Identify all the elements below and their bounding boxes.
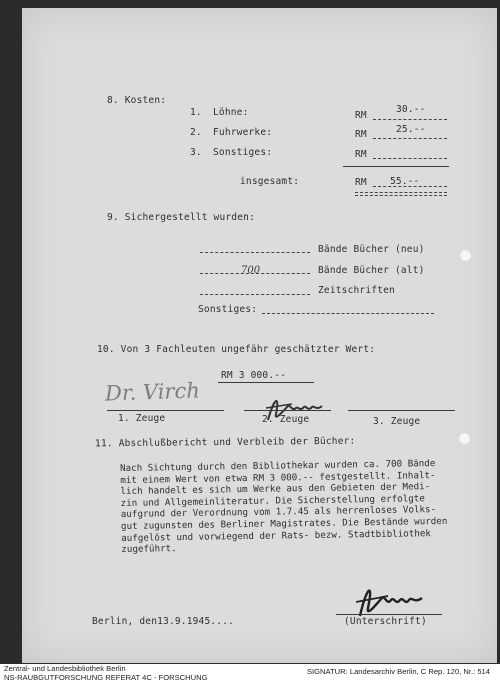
footer-left <box>4 664 208 682</box>
cost-total-label: insgesamt: <box>240 176 300 187</box>
cost-item-1-value: 30.-- <box>396 104 426 115</box>
document-page <box>22 8 497 663</box>
secured-row-1-dots <box>200 252 310 253</box>
final-report-paragraph <box>120 457 476 555</box>
secured-row-3-label: Zeitschriften <box>318 285 395 296</box>
estimated-value-rule <box>218 382 314 383</box>
report-line: aufgelöst und vorwiegend der Rats- bezw. Stadtbibliothek <box>121 527 431 544</box>
cost-item-2-currency: RM <box>355 129 367 140</box>
archive-footer <box>0 664 500 689</box>
secured-row-3-dots <box>200 294 310 295</box>
place-and-date: Berlin, den13.9.1945.... <box>92 616 235 627</box>
report-line: zin und Allgemeinliteratur. Die Sicherstellung erfolgte <box>120 492 425 509</box>
section-8-heading: 8. Kosten: <box>107 95 167 106</box>
section-10-heading: 10. Von 3 Fachleuten ungefähr geschätzter Wert: <box>97 344 376 355</box>
report-line: zugeführt. <box>121 543 177 556</box>
witness-1-signature: Dr. Virch <box>104 378 201 406</box>
report-line: mit einem Wert von etwa RM 3 000.-- festgestellt. Inhalt- <box>120 469 436 486</box>
report-line: Nach Sichtung durch den Bibliothekar wurden ca. 700 Bände <box>120 458 436 474</box>
cost-item-2-number: 2. <box>190 127 202 138</box>
cost-total-double-rule <box>355 192 447 193</box>
witness-1-label: 1. Zeuge <box>118 413 166 424</box>
cost-total-value: 55.-- <box>390 176 420 187</box>
footer-library-name: Zentral- und Landesbibliothek Berlin <box>4 664 126 673</box>
report-line: gut zugunsten des Berliner Magistrates. Die Bestände wurden <box>120 515 448 532</box>
cost-item-2-dots <box>373 138 447 139</box>
cost-sum-rule <box>343 166 449 167</box>
footer-archive-signature: SIGNATUR: Landesarchiv Berlin, C Rep. 120, Nr.: 514 <box>306 667 490 676</box>
witness-2-rule <box>244 410 331 411</box>
witness-2-label: 2. Zeuge <box>262 414 310 425</box>
secured-other-label: Sonstiges: <box>198 304 258 315</box>
cost-item-1-label: Löhne: <box>213 107 249 118</box>
cost-total-double-rule-2 <box>355 195 447 196</box>
section-11-heading: 11. Abschlußbericht und Verbleib der Bücher: <box>94 435 356 450</box>
cost-item-2-value: 25.-- <box>396 124 426 135</box>
main-signature-rule <box>336 614 442 615</box>
punch-hole-bottom <box>458 432 471 445</box>
cost-item-1-currency: RM <box>355 110 367 121</box>
footer-department: NS-RAUBGUTFORSCHUNG REFERAT 4C - FORSCHUNG <box>4 673 208 682</box>
cost-item-3-label: Sonstiges: <box>213 147 273 158</box>
witness-1-rule <box>107 410 224 411</box>
report-line: lich handelt es sich um Werke aus den Gebieten der Medi- <box>120 481 431 498</box>
secured-row-2-value: 700 <box>241 265 261 276</box>
secured-row-1-label: Bände Bücher (neu) <box>318 244 425 255</box>
cost-item-1-number: 1. <box>190 107 202 118</box>
cost-item-3-currency: RM <box>355 149 367 160</box>
cost-item-1-dots <box>373 119 447 120</box>
cost-item-2-label: Fuhrwerke: <box>213 127 273 138</box>
estimated-value: RM 3 000.-- <box>221 370 287 381</box>
secured-other-dots <box>262 313 434 314</box>
witness-3-rule <box>348 410 455 411</box>
section-9-heading: 9. Sichergestellt wurden: <box>107 212 255 223</box>
report-line: aufgrund der Verordnung vom 1.7.45 als herrenloses Volks- <box>120 504 437 521</box>
cost-item-3-dots <box>373 158 447 159</box>
cost-item-3-number: 3. <box>190 147 202 158</box>
signature-label: (Unterschrift) <box>344 616 427 627</box>
punch-hole-top <box>459 249 472 262</box>
witness-3-label: 3. Zeuge <box>373 416 421 427</box>
secured-row-2-label: Bände Bücher (alt) <box>318 265 425 276</box>
cost-total-currency: RM <box>355 177 367 188</box>
